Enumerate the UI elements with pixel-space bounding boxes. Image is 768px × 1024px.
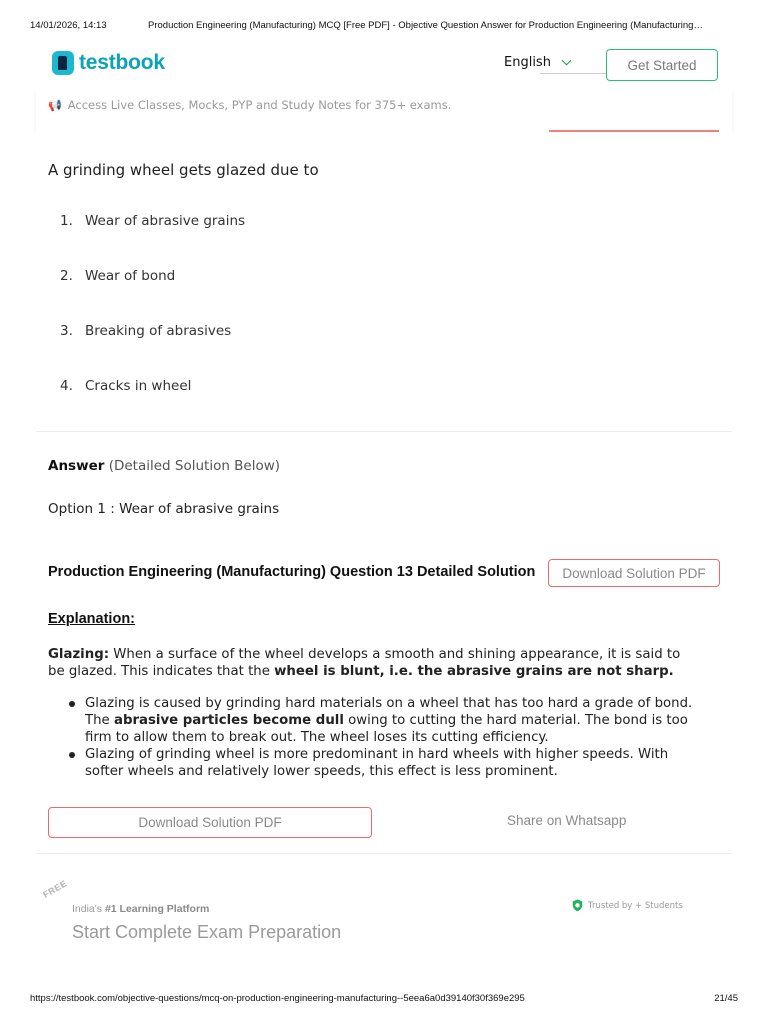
option-4 bbox=[60, 378, 191, 394]
tagline-bold: #1 Learning Platform bbox=[104, 903, 210, 915]
navbar bbox=[36, 40, 732, 90]
start-exam-prep-heading: Start Complete Exam Preparation bbox=[72, 922, 342, 942]
option-3 bbox=[60, 323, 231, 339]
bullet-bold-text: abrasive particles become dull bbox=[113, 713, 344, 728]
bullet-text: owing to cutting the hard material. The bond is too firm to allow them to break out. The wheel loses its cutting efficiency. bbox=[85, 713, 688, 745]
option-2 bbox=[60, 268, 175, 284]
promo-banner[interactable] bbox=[36, 90, 732, 132]
option-label: Cracks in wheel bbox=[85, 378, 192, 394]
trusted-badge bbox=[572, 899, 683, 912]
answer-value: Option 1 : Wear of abrasive grains bbox=[48, 501, 280, 517]
print-url: https://testbook.com/objective-questions/mcq-on-production-engineering-manufacturing--5eea6a0d39140f30f369e295 bbox=[30, 993, 525, 1004]
solution-title: Production Engineering (Manufacturing) Question 13 Detailed Solution bbox=[48, 564, 536, 580]
option-label: Breaking of abrasives bbox=[85, 323, 232, 339]
list-item bbox=[68, 746, 708, 780]
option-number: 3. bbox=[60, 323, 73, 339]
option-label: Wear of abrasive grains bbox=[85, 213, 246, 229]
print-header bbox=[30, 20, 738, 31]
platform-tagline bbox=[72, 903, 209, 915]
print-page-title: Production Engineering (Manufacturing) MCQ [Free PDF] - Objective Question Answer for Production Engineering (Manufacturing… bbox=[148, 20, 703, 31]
solution-card bbox=[36, 546, 732, 854]
download-solution-pdf-button-top[interactable]: Download Solution PDF bbox=[548, 559, 720, 587]
testbook-logo-icon bbox=[52, 51, 74, 75]
question-card bbox=[36, 132, 732, 432]
explanation-heading: Explanation: bbox=[48, 611, 136, 627]
trusted-text: Trusted by + Students bbox=[588, 900, 683, 911]
download-solution-pdf-button-bottom[interactable]: Download Solution PDF bbox=[48, 807, 372, 838]
answer-label: Answer bbox=[48, 458, 105, 474]
exam-prep-promo[interactable] bbox=[36, 870, 732, 950]
testbook-logo[interactable] bbox=[52, 51, 165, 75]
option-number: 1. bbox=[60, 213, 73, 229]
answer-card bbox=[36, 440, 732, 540]
language-label: English bbox=[504, 55, 551, 70]
glazing-term: Glazing: bbox=[48, 647, 110, 662]
glazing-bold-text: wheel is blunt, i.e. the abrasive grains are not sharp. bbox=[274, 664, 674, 679]
option-1 bbox=[60, 213, 245, 229]
option-number: 4. bbox=[60, 378, 73, 394]
bullet-text: Glazing is caused by grinding hard materials on a wheel that has too hard a grade of bond. The bbox=[85, 696, 693, 728]
get-started-button[interactable]: Get Started bbox=[606, 49, 718, 81]
megaphone-icon: 📢 bbox=[48, 98, 62, 112]
option-number: 2. bbox=[60, 268, 73, 284]
print-footer bbox=[30, 993, 738, 1004]
answer-note: (Detailed Solution Below) bbox=[108, 458, 281, 474]
list-item bbox=[68, 695, 708, 746]
option-label: Wear of bond bbox=[85, 268, 176, 284]
bullet-text: Glazing of grinding wheel is more predominant in hard wheels with higher speeds. With softer wheels and relatively lower speeds, this effect is less prominent. bbox=[85, 747, 669, 779]
glazing-paragraph bbox=[48, 646, 698, 680]
tagline-prefix: India's bbox=[72, 903, 105, 915]
explanation-bullets bbox=[68, 695, 708, 780]
question-text: A grinding wheel gets glazed due to bbox=[48, 161, 319, 179]
glazing-text: When a surface of the wheel develops a smooth and shining appearance, it is said to be glazed. This indicates that the bbox=[48, 647, 681, 679]
brand-name: testbook bbox=[79, 51, 165, 74]
print-datetime: 14/01/2026, 14:13 bbox=[30, 20, 107, 31]
share-on-whatsapp-button[interactable]: Share on Whatsapp bbox=[507, 813, 627, 828]
language-selector[interactable] bbox=[504, 55, 570, 70]
free-tag: FREE bbox=[41, 878, 69, 900]
answer-heading bbox=[48, 458, 280, 474]
print-page-number: 21/45 bbox=[714, 993, 738, 1004]
chevron-down-icon bbox=[562, 56, 572, 66]
shield-check-icon bbox=[572, 899, 583, 912]
banner-text: Access Live Classes, Mocks, PYP and Study Notes for 375+ exams. bbox=[67, 98, 452, 112]
